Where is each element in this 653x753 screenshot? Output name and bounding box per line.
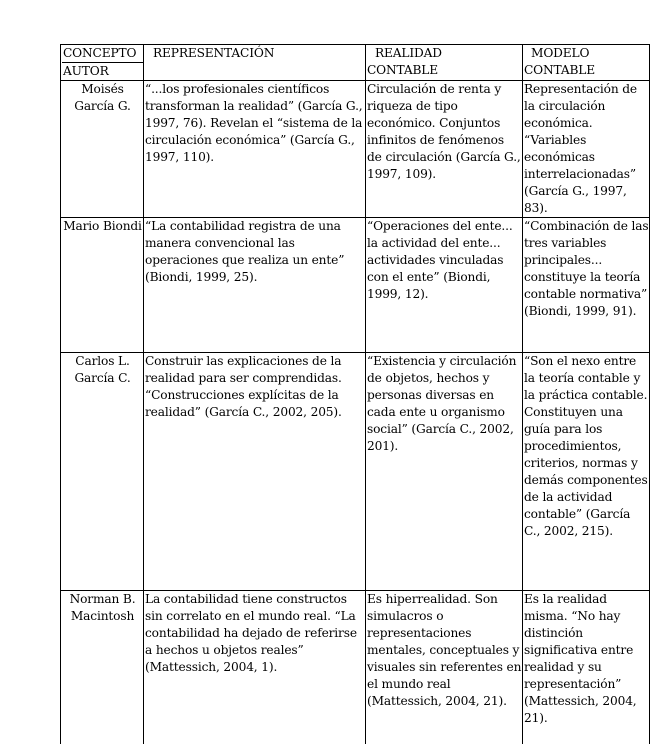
header-modelo-contable: CONTABLE bbox=[524, 63, 595, 77]
realidad-cell: “Existencia y circulación de objetos, hechos y personas diversas en cada ente u organismo social” (García C., 2002, 201). bbox=[366, 353, 523, 591]
header-concepto: CONCEPTO bbox=[62, 45, 143, 63]
header-representacion: REPRESENTACIÓN bbox=[153, 46, 275, 60]
representacion-cell: “...los profesionales científicos transforman la realidad” (García G., 1997, 76). Revelan el “sistema de la circulación económica” (García G., 1997, 110). bbox=[144, 81, 366, 218]
representacion-cell: Construir las explicaciones de la realidad para ser comprendidas. “Construcciones explícitas de la realidad” (García C., 2002, 205). bbox=[144, 353, 366, 591]
header-realidad: REALIDAD bbox=[375, 46, 442, 60]
author-cell: Carlos L. García C. bbox=[61, 353, 144, 591]
table-row bbox=[61, 591, 650, 745]
realidad-cell: “Operaciones del ente... la actividad del ente... actividades vinculadas con el ente” (Biondi, 1999, 12). bbox=[366, 218, 523, 353]
header-modelo-cell bbox=[523, 45, 650, 81]
header-modelo: MODELO bbox=[531, 46, 590, 60]
modelo-cell: “Combinación de las tres variables principales... constituye la teoría contable normativa” (Biondi, 1999, 91). bbox=[523, 218, 650, 353]
table-row bbox=[61, 353, 650, 591]
representacion-cell: “La contabilidad registra de una manera convencional las operaciones que realiza un ente” (Biondi, 1999, 25). bbox=[144, 218, 366, 353]
header-realidad-cell bbox=[366, 45, 523, 81]
realidad-cell: Circulación de renta y riqueza de tipo económico. Conjuntos infinitos de fenómenos de circulación (García G., 1997, 109). bbox=[366, 81, 523, 218]
header-realidad-contable: CONTABLE bbox=[367, 63, 438, 77]
realidad-cell: Es hiperrealidad. Son simulacros o representaciones mentales, conceptuales y visuales sin referentes en el mundo real (Mattessich, 2004, 21). bbox=[366, 591, 523, 745]
header-representacion-cell bbox=[144, 45, 366, 81]
table-row bbox=[61, 81, 650, 218]
author-cell: Mario Biondi bbox=[61, 218, 144, 353]
header-concepto-autor-cell bbox=[61, 45, 144, 81]
modelo-cell: Representación de la circulación económica. “Variables económicas interrelacionadas” (García G., 1997, 83). bbox=[523, 81, 650, 218]
header-autor: AUTOR bbox=[63, 64, 109, 78]
representacion-cell: La contabilidad tiene constructos sin correlato en el mundo real. “La contabilidad ha dejado de referirse a hechos u objetos reales” (Mattessich, 2004, 1). bbox=[144, 591, 366, 745]
modelo-cell: Es la realidad misma. “No hay distinción significativa entre realidad y su representación” (Mattessich, 2004, 21). bbox=[523, 591, 650, 745]
author-cell: Norman B. Macintosh bbox=[61, 591, 144, 745]
comparison-table bbox=[60, 44, 650, 744]
author-cell: Moisés García G. bbox=[61, 81, 144, 218]
table-row bbox=[61, 218, 650, 353]
table-header-row bbox=[61, 45, 650, 81]
modelo-cell: “Son el nexo entre la teoría contable y la práctica contable. Constituyen una guía para los procedimientos, criterios, normas y demás componentes de la actividad contable” (García C., 2002, 215). bbox=[523, 353, 650, 591]
